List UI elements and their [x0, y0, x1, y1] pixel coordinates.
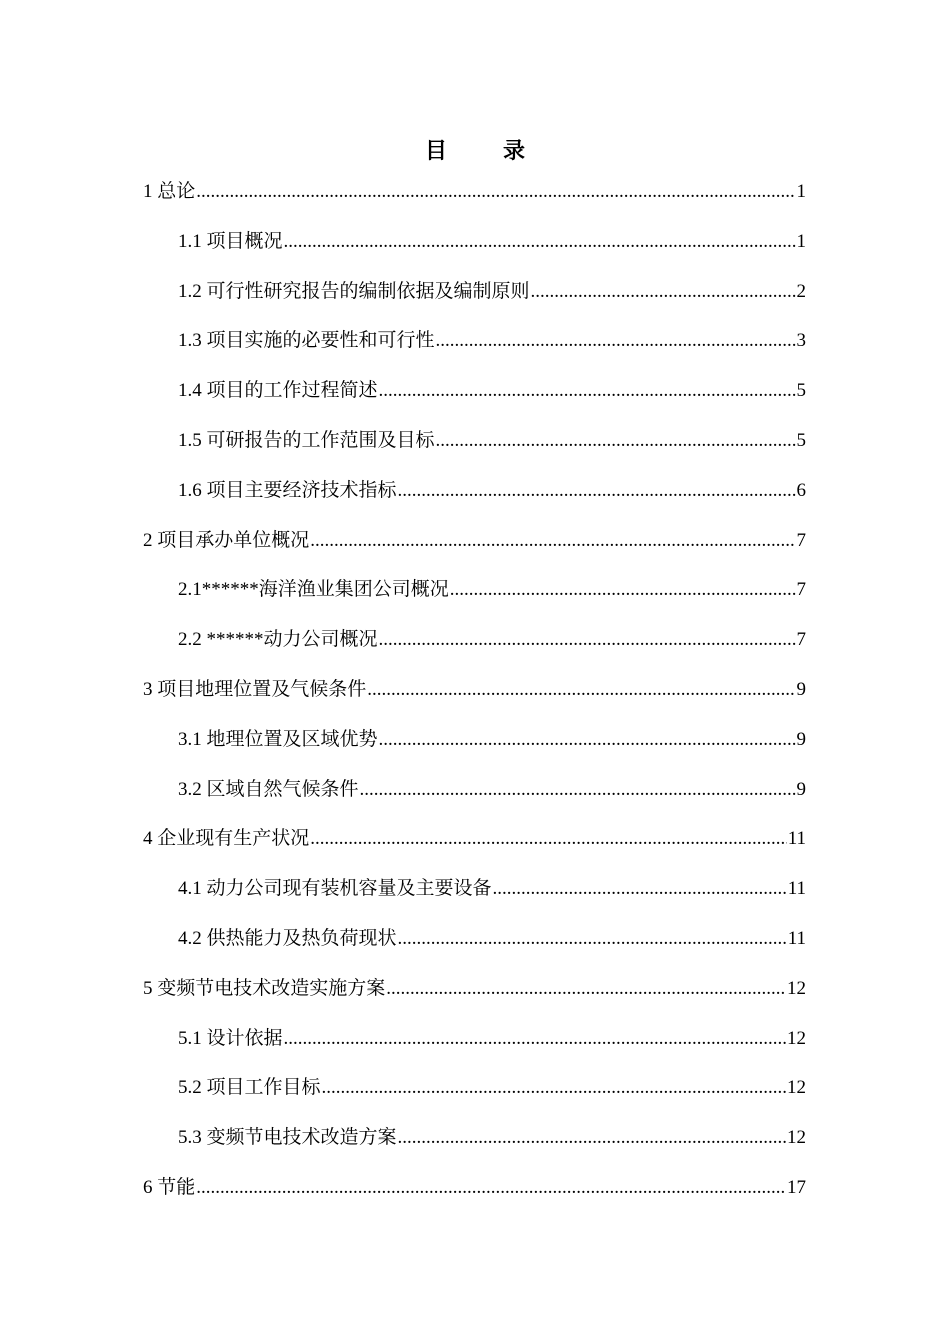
- toc-dot-leader: [284, 225, 796, 259]
- toc-entry[interactable]: [178, 773, 806, 807]
- toc-entry[interactable]: [178, 324, 806, 358]
- toc-entry-label: 1.3 项目实施的必要性和可行性: [178, 330, 435, 352]
- toc-entry[interactable]: [178, 1022, 806, 1056]
- toc-entry[interactable]: [178, 474, 806, 508]
- toc-dot-leader: [398, 1121, 786, 1155]
- toc-entry-page: 5: [796, 380, 806, 402]
- toc-entry[interactable]: [178, 723, 806, 757]
- toc-dot-leader: [360, 773, 796, 807]
- toc-entry[interactable]: [178, 225, 806, 259]
- toc-entry-page: 12: [787, 977, 806, 999]
- toc-entry-page: 6: [796, 479, 806, 501]
- toc-title-right: 录: [503, 138, 526, 163]
- toc-entry[interactable]: [178, 424, 806, 458]
- toc-entry[interactable]: [178, 1121, 806, 1155]
- toc-dot-leader: [310, 822, 786, 856]
- toc-dot-leader: [386, 972, 786, 1006]
- toc-entry-label: 3 项目地理位置及气候条件: [143, 679, 367, 700]
- toc-dot-leader: [196, 175, 795, 209]
- toc-entry-label: 1.1 项目概况: [178, 230, 283, 252]
- toc-entry-page: 12: [787, 1027, 806, 1049]
- toc-dot-leader: [367, 673, 795, 707]
- toc-dot-leader: [398, 922, 787, 956]
- toc-entry-label: 3.2 区域自然气候条件: [178, 778, 359, 800]
- toc-entry-label: 1.4 项目的工作过程简述: [178, 380, 378, 402]
- toc-entry-page: 2: [796, 280, 806, 302]
- toc-entry-label: 1.5 可研报告的工作范围及目标: [178, 430, 435, 451]
- toc-entry-page: 11: [787, 928, 806, 949]
- toc-entry[interactable]: [143, 822, 806, 856]
- toc-dot-leader: [531, 275, 796, 309]
- toc-entry-label: 3.1 地理位置及区域优势: [178, 728, 378, 750]
- toc-entry-page: 9: [796, 728, 806, 750]
- toc-dot-leader: [493, 872, 787, 906]
- toc-entry-label: 1.2 可行性研究报告的编制依据及编制原则: [178, 280, 530, 302]
- toc-entry-label: 2.2 ******动力公司概况: [178, 629, 378, 651]
- toc-entry[interactable]: [178, 573, 806, 607]
- toc-entry-label: 5.2 项目工作目标: [178, 1077, 321, 1099]
- toc-entry[interactable]: [143, 1171, 806, 1205]
- toc-entry[interactable]: [178, 1071, 806, 1105]
- toc-entry[interactable]: [178, 872, 806, 906]
- toc-entry-page: 7: [796, 579, 806, 601]
- toc-entry[interactable]: [178, 623, 806, 657]
- toc-entry-page: 7: [796, 529, 806, 551]
- toc-entry-page: 7: [796, 629, 806, 651]
- toc-dot-leader: [310, 524, 795, 558]
- toc-entry-page: 12: [787, 1127, 806, 1149]
- toc-entry[interactable]: [178, 374, 806, 408]
- toc-entry[interactable]: [143, 524, 806, 558]
- toc-dot-leader: [284, 1022, 786, 1056]
- toc-entry-label: 1.6 项目主要经济技术指标: [178, 479, 397, 501]
- toc-entry[interactable]: [178, 275, 806, 309]
- toc-dot-leader: [450, 573, 796, 607]
- toc-entry[interactable]: [143, 972, 806, 1006]
- toc-entry[interactable]: [178, 922, 806, 956]
- toc-entry-label: 5.3 变频节电技术改造方案: [178, 1127, 397, 1149]
- toc-entry[interactable]: [143, 673, 806, 707]
- toc-entry-label: 5 变频节电技术改造实施方案: [143, 977, 386, 999]
- toc-dot-leader: [379, 623, 796, 657]
- toc-entry-page: 11: [787, 828, 806, 850]
- toc-entry-label: 6 节能: [143, 1177, 196, 1198]
- toc-entry-page: 17: [787, 1177, 806, 1198]
- toc-title-left: 目: [424, 138, 447, 163]
- toc-entry-page: 9: [796, 679, 806, 700]
- toc-dot-leader: [398, 474, 796, 508]
- toc-entry-page: 5: [796, 430, 806, 451]
- toc-dot-leader: [436, 324, 796, 358]
- toc-entry-label: 4.1 动力公司现有装机容量及主要设备: [178, 878, 492, 900]
- toc-entry-label: 2.1******海洋渔业集团公司概况: [178, 579, 449, 601]
- toc-entry-page: 1: [796, 230, 806, 252]
- toc-entry-label: 4.2 供热能力及热负荷现状: [178, 928, 397, 949]
- toc-dot-leader: [196, 1171, 786, 1205]
- toc-entry[interactable]: [143, 175, 806, 209]
- toc-dot-leader: [379, 723, 796, 757]
- toc-entry-page: 11: [787, 878, 806, 900]
- toc-dot-leader: [436, 424, 796, 458]
- toc-entry-page: 12: [787, 1077, 806, 1099]
- toc-dot-leader: [379, 374, 796, 408]
- toc-entry-label: 1 总论: [143, 181, 196, 202]
- toc-entry-label: 2 项目承办单位概况: [143, 529, 310, 551]
- toc-dot-leader: [322, 1071, 786, 1105]
- toc-title: [0, 134, 950, 168]
- toc-entry-page: 9: [796, 778, 806, 800]
- toc-entry-label: 4 企业现有生产状况: [143, 828, 310, 850]
- toc-entry-page: 1: [796, 181, 806, 202]
- toc-entry-page: 3: [796, 330, 806, 352]
- toc-entry-label: 5.1 设计依据: [178, 1027, 283, 1049]
